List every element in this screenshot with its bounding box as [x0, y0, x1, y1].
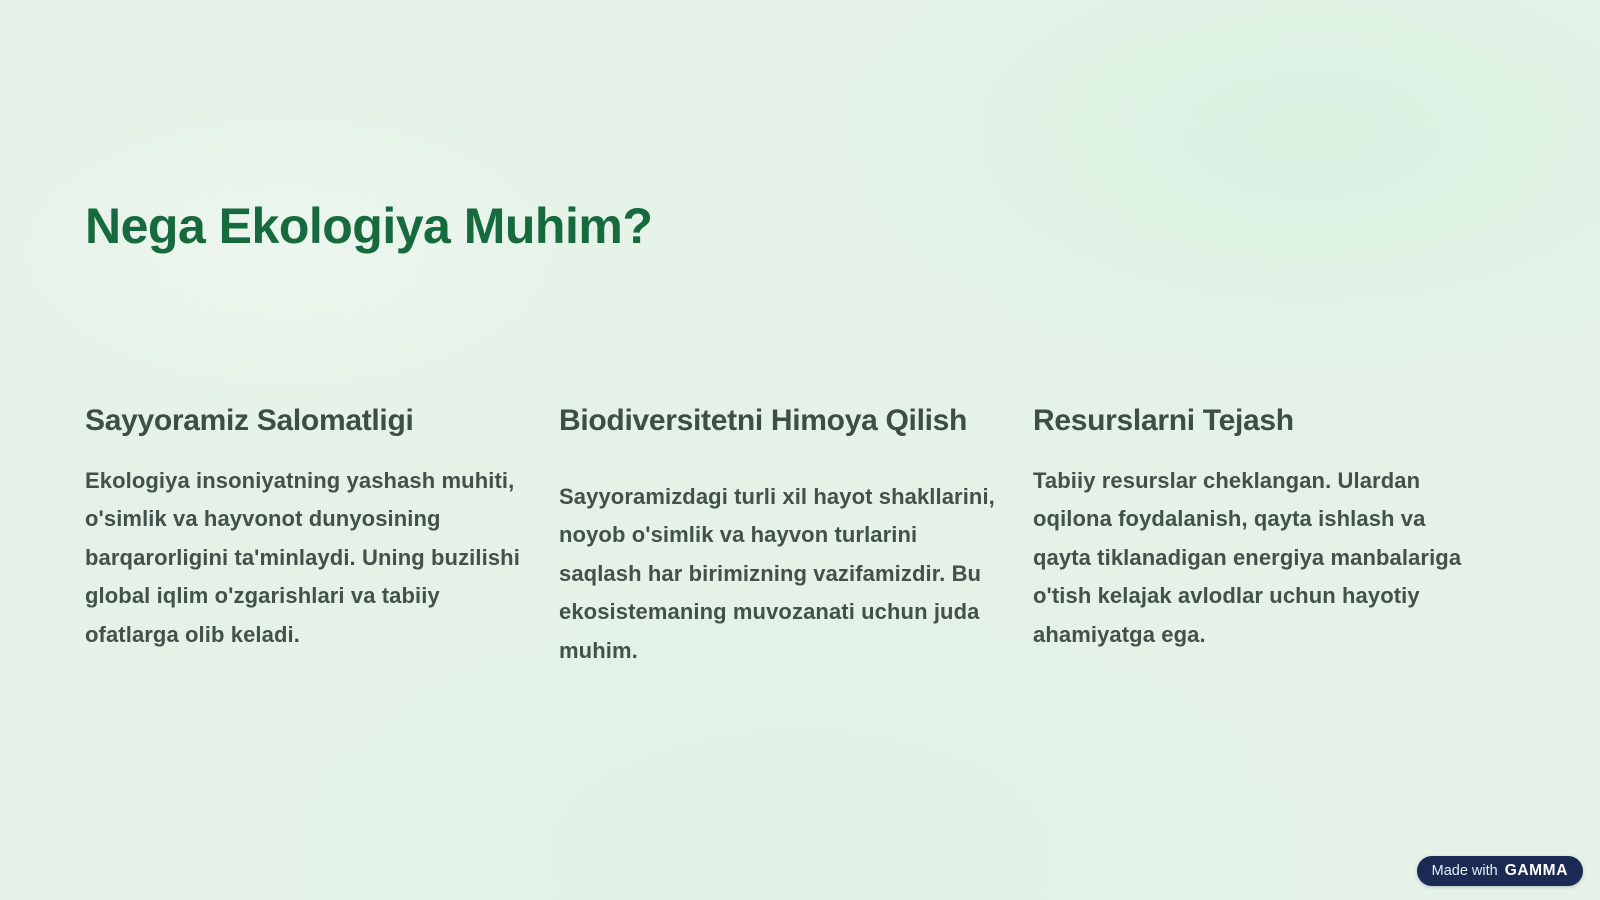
made-with-gamma-badge[interactable] — [1417, 856, 1583, 886]
column-biodiversity — [559, 402, 1001, 670]
gamma-logo: GAMMA — [1504, 862, 1568, 879]
column-heading: Sayyoramiz Salomatligi — [85, 404, 414, 437]
column-resource-saving — [1033, 402, 1475, 670]
slide-title: Nega Ekologiya Muhim? — [85, 198, 653, 254]
column-heading: Resurslarni Tejash — [1033, 404, 1294, 437]
column-body: Ekologiya insoniyatning yashash muhiti, o'simlik va hayvonot dunyosining barqarorligini ta'minlaydi. Uning buzilishi global iqlim o'zgarishlari va tabiiy ofatlarga olib keladi. — [85, 467, 520, 647]
column-planet-health — [85, 402, 527, 670]
column-heading: Biodiversitetni Himoya Qilish — [559, 404, 968, 437]
badge-prefix-label: Made with — [1431, 863, 1498, 879]
column-body: Sayyoramizdagi turli xil hayot shakllarini, noyob o'simlik va hayvon turlarini saqlash har birimizning vazifamizdir. Bu ekosistemaning muvozanati uchun juda muhim. — [559, 483, 995, 663]
content-columns — [85, 402, 1475, 670]
column-body: Tabiiy resurslar cheklangan. Ulardan oqilona foydalanish, qayta ishlash va qayta tiklanadigan energiya manbalariga o'tish kelajak avlodlar uchun hayotiy ahamiyatga ega. — [1033, 467, 1462, 647]
